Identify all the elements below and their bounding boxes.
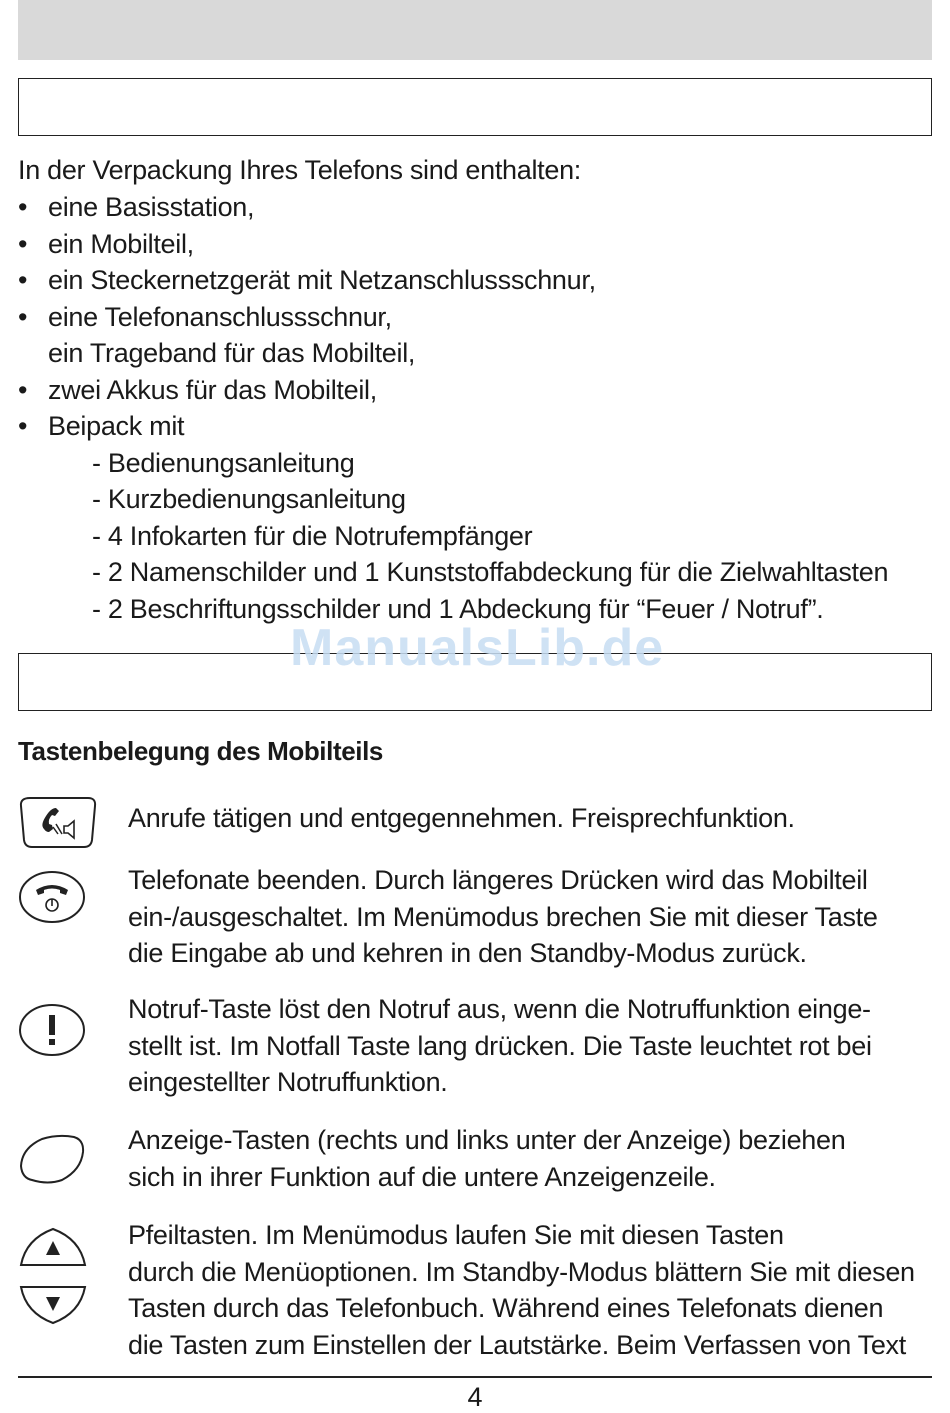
sub-item: - Kurzbedienungsanleitung: [92, 484, 406, 514]
list-item: • zwei Akkus für das Mobilteil,: [18, 372, 888, 409]
key-description: Pfeiltasten. Im Menümodus laufen Sie mit diesen Tasten durch die Menüoptionen. Im Standby-Modus blättern Sie mit diesen Tasten durch das Telefonbuch. Während eines Telefonats dienen die Tasten zum Einstellen der Lautstärke. Beim Verfassen von Text: [128, 1220, 915, 1360]
sub-item: - 2 Namenschilder und 1 Kunststoffabdeckung für die Zielwahltasten: [92, 557, 889, 587]
page-number: 4: [467, 1382, 483, 1412]
key-description: Anrufe tätigen und entgegennehmen. Freisprechfunktion.: [128, 803, 795, 833]
package-contents-list: [18, 189, 888, 627]
bullet-icon: •: [18, 374, 28, 405]
bullet-icon: •: [18, 192, 28, 222]
phone-handsfree-key-icon: [18, 796, 98, 850]
footer-divider: [18, 1376, 932, 1378]
section-title-box-1: [18, 78, 932, 136]
list-item-continuation: ein Trageband für das Mobilteil,: [48, 338, 416, 368]
section-heading: Tastenbelegung des Mobilteils: [18, 736, 383, 766]
sub-item: - 2 Beschriftungsschilder und 1 Abdeckung für “Feuer / Notruf”.: [92, 593, 824, 624]
sub-item: - 4 Infokarten für die Notrufempfänger: [92, 520, 533, 551]
list-item: • eine Telefonanschlussschnur,: [18, 299, 888, 336]
header-bar: [18, 0, 932, 60]
list-item: • Beipack mit: [18, 408, 888, 445]
sub-item: - Bedienungsanleitung: [92, 447, 355, 478]
key-description: Anzeige-Tasten (rechts und links unter der Anzeige) beziehen sich in ihrer Funktion auf die untere Anzeigenzeile.: [128, 1125, 846, 1192]
list-item: • ein Steckernetzgerät mit Netzanschlussschnur,: [18, 262, 888, 299]
end-call-power-key-icon: [18, 868, 86, 926]
bullet-icon: •: [18, 228, 28, 259]
list-item: • ein Mobilteil,: [18, 226, 888, 263]
bullet-icon: •: [18, 411, 28, 441]
list-item: • eine Basisstation,: [18, 189, 888, 226]
key-description: Notruf-Taste löst den Notruf aus, wenn die Notruffunktion einge- stellt ist. Im Notfall Taste lang drücken. Die Taste leuchtet rot bei eingestellter Notruffunktion.: [128, 994, 872, 1097]
softkey-icon: [18, 1132, 86, 1190]
emergency-key-icon: [18, 1001, 86, 1059]
arrow-keys-icon: [18, 1225, 88, 1327]
watermark: ManualsLib.de: [290, 619, 665, 677]
key-description: Telefonate beenden. Durch längeres Drücken wird das Mobilteil ein-/ausgeschaltet. Im Menümodus brechen Sie mit dieser Taste die Eingabe ab und kehren in den Standby-Modus zurück.: [128, 865, 878, 968]
bullet-icon: •: [18, 301, 28, 332]
bullet-icon: •: [18, 265, 28, 295]
intro-text: In der Verpackung Ihres Telefons sind enthalten:: [18, 155, 581, 185]
